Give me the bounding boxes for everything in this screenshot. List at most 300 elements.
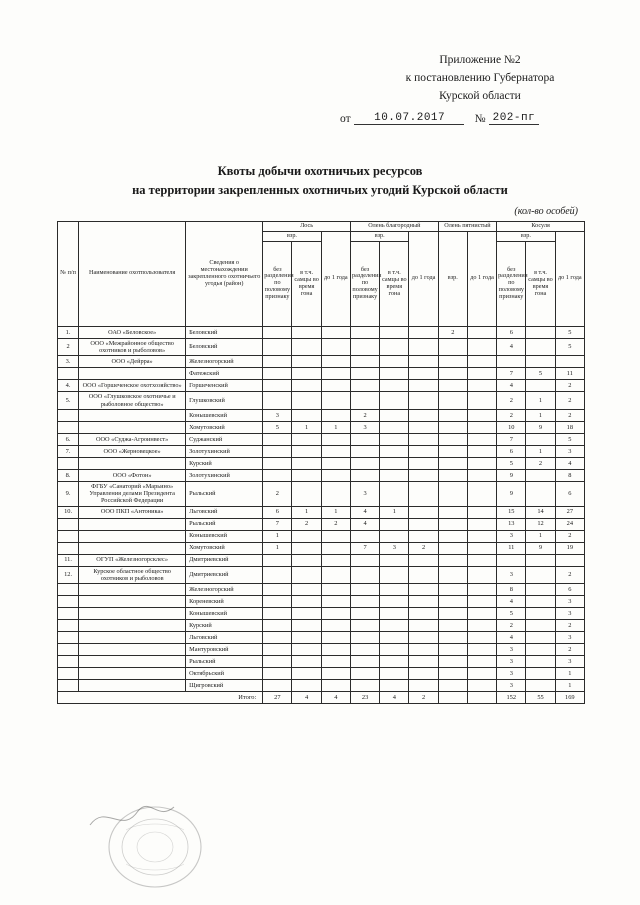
th-name: Наименование охотпользователя xyxy=(79,222,186,327)
row-district: Рыльский xyxy=(186,518,263,530)
row-value-2 xyxy=(321,481,350,506)
row-value-6 xyxy=(438,667,467,679)
row-organization: ОГУП «Железногорсклес» xyxy=(79,554,186,566)
row-value-0 xyxy=(263,457,292,469)
row-value-4 xyxy=(380,356,409,368)
row-value-5 xyxy=(409,380,438,392)
row-value-4 xyxy=(380,445,409,457)
row-district: Золотухинский xyxy=(186,469,263,481)
row-value-2 xyxy=(321,619,350,631)
row-value-6 xyxy=(438,530,467,542)
row-value-6 xyxy=(438,368,467,380)
row-value-5 xyxy=(409,326,438,338)
row-value-3 xyxy=(350,338,379,355)
total-label: Итого: xyxy=(58,691,263,703)
row-value-7 xyxy=(467,679,496,691)
table-row xyxy=(58,607,585,619)
row-value-3 xyxy=(350,380,379,392)
row-value-4 xyxy=(380,643,409,655)
row-value-7 xyxy=(467,392,496,409)
row-number xyxy=(58,368,79,380)
row-value-10: 2 xyxy=(555,619,584,631)
row-value-5 xyxy=(409,595,438,607)
row-district: Беловский xyxy=(186,326,263,338)
table-row xyxy=(58,679,585,691)
row-organization xyxy=(79,595,186,607)
row-value-10: 3 xyxy=(555,445,584,457)
row-number xyxy=(58,542,79,554)
row-value-7 xyxy=(467,643,496,655)
th-kosulya-upto1: до 1 года xyxy=(555,231,584,326)
row-number xyxy=(58,667,79,679)
row-value-1 xyxy=(292,457,321,469)
row-value-9 xyxy=(526,566,555,583)
row-value-4 xyxy=(380,368,409,380)
row-value-8: 2 xyxy=(497,392,526,409)
row-district: Льговский xyxy=(186,631,263,643)
row-value-6 xyxy=(438,655,467,667)
row-value-8: 2 xyxy=(497,619,526,631)
row-district: Фатежский xyxy=(186,368,263,380)
header-line-2: к постановлению Губернатора xyxy=(405,71,555,84)
row-organization xyxy=(79,643,186,655)
quota-table xyxy=(57,221,585,704)
header-line-3: Курской области xyxy=(439,89,521,102)
row-value-2 xyxy=(321,445,350,457)
row-value-10: 3 xyxy=(555,631,584,643)
row-value-7 xyxy=(467,619,496,631)
row-value-3 xyxy=(350,356,379,368)
row-value-4 xyxy=(380,530,409,542)
row-value-2 xyxy=(321,631,350,643)
row-value-5 xyxy=(409,421,438,433)
row-value-4 xyxy=(380,481,409,506)
table-row xyxy=(58,554,585,566)
row-value-2 xyxy=(321,542,350,554)
row-district: Дмитриевский xyxy=(186,566,263,583)
row-value-0: 1 xyxy=(263,542,292,554)
row-organization: ОАО «Беловское» xyxy=(79,326,186,338)
row-value-4 xyxy=(380,607,409,619)
row-value-0: 1 xyxy=(263,530,292,542)
table-row xyxy=(58,433,585,445)
row-number xyxy=(58,607,79,619)
row-value-3: 7 xyxy=(350,542,379,554)
units-note: (кол-во особей) xyxy=(514,206,578,217)
total-value-8: 152 xyxy=(497,691,526,703)
row-value-2: 1 xyxy=(321,506,350,518)
row-value-9: 9 xyxy=(526,542,555,554)
row-organization: ООО «Фотон» xyxy=(79,469,186,481)
row-value-5 xyxy=(409,392,438,409)
row-number: 4. xyxy=(58,380,79,392)
row-value-5 xyxy=(409,583,438,595)
row-value-4 xyxy=(380,566,409,583)
row-organization: Курское областное общество охотников и рыболовов xyxy=(79,566,186,583)
row-value-10: 8 xyxy=(555,469,584,481)
row-value-10: 27 xyxy=(555,506,584,518)
row-value-5 xyxy=(409,667,438,679)
row-value-6 xyxy=(438,607,467,619)
row-value-7 xyxy=(467,409,496,421)
row-value-9: 9 xyxy=(526,421,555,433)
row-value-6 xyxy=(438,619,467,631)
row-value-1 xyxy=(292,481,321,506)
table-row xyxy=(58,619,585,631)
row-value-6 xyxy=(438,631,467,643)
row-value-2 xyxy=(321,667,350,679)
row-value-10: 11 xyxy=(555,368,584,380)
row-number: 7. xyxy=(58,445,79,457)
row-value-1 xyxy=(292,554,321,566)
row-value-3 xyxy=(350,433,379,445)
row-value-1 xyxy=(292,445,321,457)
row-value-9: 1 xyxy=(526,445,555,457)
row-value-5 xyxy=(409,655,438,667)
row-value-8: 4 xyxy=(497,631,526,643)
row-value-1 xyxy=(292,619,321,631)
row-district: Рыльский xyxy=(186,655,263,667)
row-value-8: 5 xyxy=(497,457,526,469)
row-value-0: 5 xyxy=(263,421,292,433)
row-value-3 xyxy=(350,457,379,469)
row-number xyxy=(58,583,79,595)
row-value-6 xyxy=(438,457,467,469)
row-value-0 xyxy=(263,356,292,368)
row-value-2 xyxy=(321,338,350,355)
row-value-8 xyxy=(497,554,526,566)
row-value-8: 3 xyxy=(497,679,526,691)
row-value-4 xyxy=(380,667,409,679)
row-value-10: 5 xyxy=(555,433,584,445)
row-value-8: 4 xyxy=(497,338,526,355)
row-value-6 xyxy=(438,679,467,691)
table-row xyxy=(58,631,585,643)
row-value-1 xyxy=(292,326,321,338)
row-value-8: 13 xyxy=(497,518,526,530)
row-value-7 xyxy=(467,631,496,643)
th-kosulya-males: в т.ч. самцы во время гона xyxy=(526,241,555,326)
row-value-10: 3 xyxy=(555,595,584,607)
row-value-7 xyxy=(467,530,496,542)
row-value-8: 8 xyxy=(497,583,526,595)
th-olenb-adult: взр. xyxy=(350,231,408,241)
row-value-6 xyxy=(438,338,467,355)
row-number: 8. xyxy=(58,469,79,481)
row-value-10: 2 xyxy=(555,380,584,392)
row-organization xyxy=(79,655,186,667)
row-value-3 xyxy=(350,679,379,691)
th-los-upto1: до 1 года xyxy=(321,231,350,326)
row-organization xyxy=(79,619,186,631)
row-district: Октябрьский xyxy=(186,667,263,679)
row-district: Кореневский xyxy=(186,595,263,607)
row-value-0 xyxy=(263,469,292,481)
row-value-6 xyxy=(438,583,467,595)
table-row xyxy=(58,457,585,469)
table-row xyxy=(58,583,585,595)
row-value-4: 1 xyxy=(380,506,409,518)
row-value-1 xyxy=(292,643,321,655)
row-district: Железногорский xyxy=(186,356,263,368)
row-value-2 xyxy=(321,326,350,338)
row-value-8: 2 xyxy=(497,409,526,421)
row-value-5: 2 xyxy=(409,542,438,554)
row-number xyxy=(58,679,79,691)
row-value-3: 2 xyxy=(350,409,379,421)
row-value-0 xyxy=(263,326,292,338)
row-district: Рыльский xyxy=(186,481,263,506)
total-value-6 xyxy=(438,691,467,703)
row-number xyxy=(58,631,79,643)
row-value-0 xyxy=(263,338,292,355)
row-value-4 xyxy=(380,421,409,433)
row-value-7 xyxy=(467,368,496,380)
row-district: Конышевский xyxy=(186,530,263,542)
row-district: Беловский xyxy=(186,338,263,355)
row-district: Дмитриевский xyxy=(186,554,263,566)
row-value-0 xyxy=(263,445,292,457)
row-value-10: 19 xyxy=(555,542,584,554)
row-value-3 xyxy=(350,445,379,457)
table-row xyxy=(58,481,585,506)
row-value-3 xyxy=(350,631,379,643)
row-value-7 xyxy=(467,338,496,355)
row-value-6 xyxy=(438,542,467,554)
row-organization: ООО «Суджа-Агроинвест» xyxy=(79,433,186,445)
table-row xyxy=(58,421,585,433)
row-value-8: 11 xyxy=(497,542,526,554)
th-los-adult: взр. xyxy=(263,231,321,241)
row-value-3 xyxy=(350,619,379,631)
row-value-5 xyxy=(409,518,438,530)
row-value-7 xyxy=(467,421,496,433)
row-value-8: 3 xyxy=(497,667,526,679)
row-organization xyxy=(79,409,186,421)
table-body xyxy=(58,326,585,703)
row-district: Железногорский xyxy=(186,583,263,595)
row-value-6 xyxy=(438,595,467,607)
row-value-1 xyxy=(292,655,321,667)
row-value-8: 4 xyxy=(497,380,526,392)
row-value-6: 2 xyxy=(438,326,467,338)
row-value-6 xyxy=(438,506,467,518)
row-value-10: 24 xyxy=(555,518,584,530)
header-line-1: Приложение №2 xyxy=(439,54,521,66)
row-number: 12. xyxy=(58,566,79,583)
row-value-5 xyxy=(409,619,438,631)
row-district: Горшеченский xyxy=(186,380,263,392)
row-organization: ООО «Жерновецкое» xyxy=(79,445,186,457)
row-value-3 xyxy=(350,583,379,595)
row-number xyxy=(58,457,79,469)
row-value-5 xyxy=(409,457,438,469)
row-value-0 xyxy=(263,679,292,691)
row-value-9: 1 xyxy=(526,392,555,409)
row-value-2 xyxy=(321,380,350,392)
row-value-10: 6 xyxy=(555,583,584,595)
row-value-3: 4 xyxy=(350,518,379,530)
row-value-9: 1 xyxy=(526,530,555,542)
table-total-row xyxy=(58,691,585,703)
row-value-4 xyxy=(380,595,409,607)
row-value-1 xyxy=(292,667,321,679)
row-organization xyxy=(79,667,186,679)
row-value-4: 3 xyxy=(380,542,409,554)
row-value-5 xyxy=(409,554,438,566)
row-number: 9. xyxy=(58,481,79,506)
row-value-8: 7 xyxy=(497,368,526,380)
row-value-10 xyxy=(555,356,584,368)
row-value-9 xyxy=(526,338,555,355)
row-number: 5. xyxy=(58,392,79,409)
row-district: Курский xyxy=(186,619,263,631)
row-value-0: 3 xyxy=(263,409,292,421)
row-value-9 xyxy=(526,583,555,595)
row-value-0: 6 xyxy=(263,506,292,518)
row-value-10: 5 xyxy=(555,338,584,355)
row-value-6 xyxy=(438,433,467,445)
row-value-5 xyxy=(409,409,438,421)
row-value-2 xyxy=(321,583,350,595)
row-district: Курский xyxy=(186,457,263,469)
row-organization xyxy=(79,679,186,691)
row-value-7 xyxy=(467,433,496,445)
total-value-3: 23 xyxy=(350,691,379,703)
row-value-2: 1 xyxy=(321,421,350,433)
row-value-9: 2 xyxy=(526,457,555,469)
row-value-8: 15 xyxy=(497,506,526,518)
row-value-2 xyxy=(321,469,350,481)
row-value-1 xyxy=(292,409,321,421)
row-value-7 xyxy=(467,469,496,481)
row-value-10: 5 xyxy=(555,326,584,338)
row-value-1 xyxy=(292,368,321,380)
row-number: 10. xyxy=(58,506,79,518)
round-stamp xyxy=(96,800,214,895)
row-district: Щигровский xyxy=(186,679,263,691)
row-value-0 xyxy=(263,368,292,380)
row-organization xyxy=(79,530,186,542)
row-value-5 xyxy=(409,338,438,355)
row-value-10 xyxy=(555,554,584,566)
row-value-10: 3 xyxy=(555,607,584,619)
row-value-9: 12 xyxy=(526,518,555,530)
th-kosulya-adult-note: без разделения по половому признаку xyxy=(497,241,526,326)
row-value-7 xyxy=(467,445,496,457)
row-value-6 xyxy=(438,566,467,583)
row-district: Конышевский xyxy=(186,409,263,421)
row-value-3 xyxy=(350,566,379,583)
row-value-7 xyxy=(467,506,496,518)
row-value-9 xyxy=(526,643,555,655)
row-value-0 xyxy=(263,566,292,583)
document-date-line xyxy=(340,112,620,125)
total-value-0: 27 xyxy=(263,691,292,703)
row-value-9 xyxy=(526,655,555,667)
row-value-9 xyxy=(526,607,555,619)
row-value-7 xyxy=(467,583,496,595)
row-value-7 xyxy=(467,554,496,566)
row-value-8: 10 xyxy=(497,421,526,433)
row-value-1 xyxy=(292,356,321,368)
row-value-10: 2 xyxy=(555,409,584,421)
row-value-9 xyxy=(526,356,555,368)
row-value-3 xyxy=(350,607,379,619)
row-value-4 xyxy=(380,338,409,355)
row-value-7 xyxy=(467,518,496,530)
row-value-1 xyxy=(292,566,321,583)
row-value-5 xyxy=(409,566,438,583)
row-value-3 xyxy=(350,368,379,380)
table-row xyxy=(58,338,585,355)
table-row xyxy=(58,326,585,338)
row-value-6 xyxy=(438,518,467,530)
row-value-0 xyxy=(263,619,292,631)
row-organization: ООО ПКП «Антоника» xyxy=(79,506,186,518)
table-row xyxy=(58,566,585,583)
row-district: Конышевский xyxy=(186,607,263,619)
row-value-7 xyxy=(467,607,496,619)
row-value-9 xyxy=(526,326,555,338)
row-value-8: 5 xyxy=(497,607,526,619)
row-number xyxy=(58,643,79,655)
table-row xyxy=(58,469,585,481)
date-label: от xyxy=(340,113,351,125)
table-row xyxy=(58,445,585,457)
total-value-9: 55 xyxy=(526,691,555,703)
row-value-1 xyxy=(292,607,321,619)
row-number: 3. xyxy=(58,356,79,368)
row-district: Глушковский xyxy=(186,392,263,409)
row-value-2: 2 xyxy=(321,518,350,530)
table-row xyxy=(58,655,585,667)
table-row xyxy=(58,518,585,530)
row-value-5 xyxy=(409,481,438,506)
table-head xyxy=(58,222,585,327)
row-district: Хомутовский xyxy=(186,542,263,554)
th-olenb-upto1: до 1 года xyxy=(409,231,438,326)
row-value-8: 3 xyxy=(497,530,526,542)
row-value-5 xyxy=(409,356,438,368)
row-number xyxy=(58,421,79,433)
row-value-6 xyxy=(438,392,467,409)
row-value-8: 6 xyxy=(497,326,526,338)
row-value-6 xyxy=(438,643,467,655)
row-value-8: 4 xyxy=(497,595,526,607)
th-kosulya-adult: взр. xyxy=(497,231,555,241)
row-value-9 xyxy=(526,469,555,481)
row-value-5 xyxy=(409,530,438,542)
table-row xyxy=(58,643,585,655)
row-value-2 xyxy=(321,530,350,542)
row-value-10: 2 xyxy=(555,643,584,655)
row-district: Мантуровский xyxy=(186,643,263,655)
row-value-9 xyxy=(526,631,555,643)
row-organization xyxy=(79,631,186,643)
row-value-4 xyxy=(380,518,409,530)
row-value-0 xyxy=(263,595,292,607)
row-number: 1. xyxy=(58,326,79,338)
row-value-7 xyxy=(467,481,496,506)
row-value-1 xyxy=(292,595,321,607)
row-organization xyxy=(79,542,186,554)
row-value-0 xyxy=(263,583,292,595)
row-value-1 xyxy=(292,631,321,643)
row-value-7 xyxy=(467,380,496,392)
quota-table-wrapper xyxy=(57,221,585,704)
row-value-2 xyxy=(321,392,350,409)
